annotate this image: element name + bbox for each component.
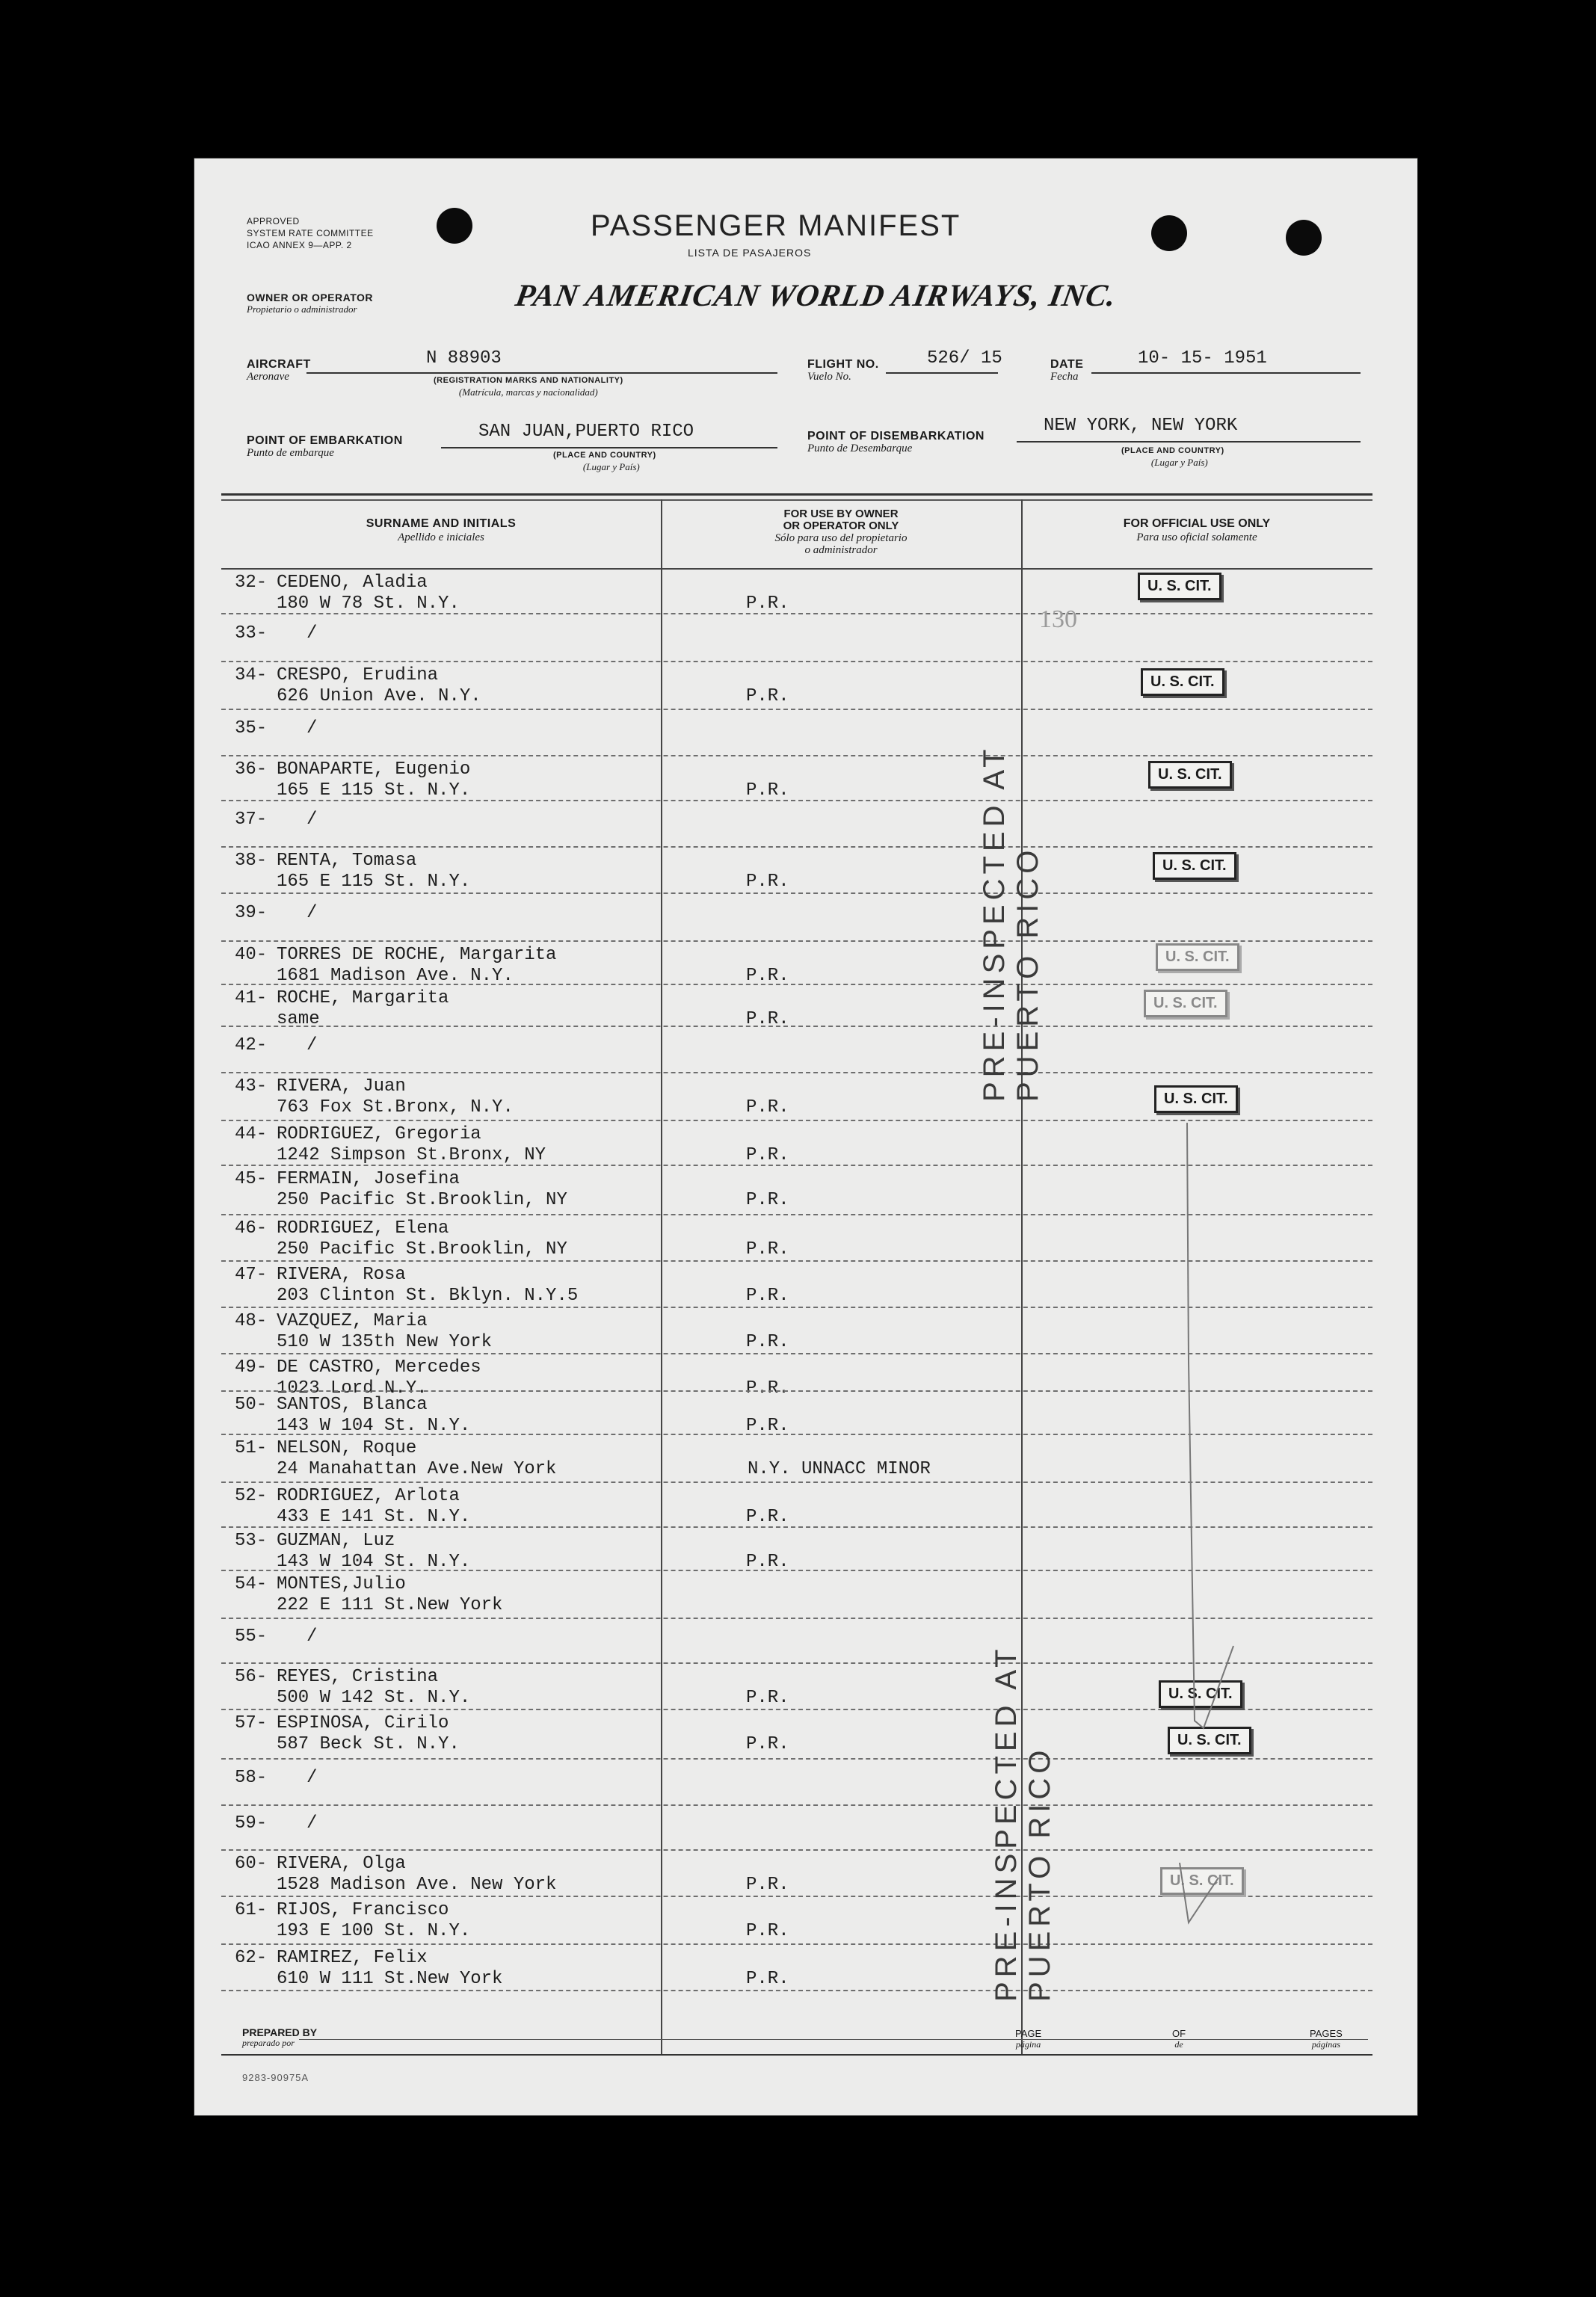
operator-note: P.R. xyxy=(746,1734,789,1754)
operator-note: P.R. xyxy=(746,1552,789,1572)
passenger-address: same xyxy=(277,1009,320,1029)
passenger-name: / xyxy=(306,1813,318,1834)
passenger-address: 1023 Lord N.Y. xyxy=(277,1378,428,1399)
passenger-name: / xyxy=(306,810,318,830)
entry-number: 50- xyxy=(235,1395,268,1415)
passenger-name: RENTA, Tomasa xyxy=(277,851,417,871)
operator-note: P.R. xyxy=(746,1969,789,1989)
passenger-name: / xyxy=(306,1627,318,1647)
preinspected-stamp-1: PRE-INSPECTED AT PUERTO RICO xyxy=(978,745,1044,1102)
passenger-address: 250 Pacific St.Brooklin, NY xyxy=(277,1190,567,1210)
passenger-address: 222 E 111 St.New York xyxy=(277,1595,503,1615)
owner-value: PAN AMERICAN WORLD AIRWAYS, INC. xyxy=(512,279,1120,313)
passenger-name: CEDENO, Aladia xyxy=(277,573,428,593)
disembark-sub-2: (Lugar y País) xyxy=(1150,457,1208,468)
aircraft-label: AIRCRAFT xyxy=(247,358,311,371)
owner-label: OWNER OR OPERATOR xyxy=(247,292,373,303)
passenger-name: / xyxy=(306,623,318,644)
passenger-name: RIVERA, Olga xyxy=(277,1854,406,1874)
row-divider xyxy=(221,1026,1372,1027)
passenger-name: REYES, Cristina xyxy=(277,1667,439,1687)
operator-note: P.R. xyxy=(746,1239,789,1260)
row-divider xyxy=(221,1943,1372,1945)
approval-line-3: ICAO ANNEX 9—APP. 2 xyxy=(247,240,352,250)
passenger-name: / xyxy=(306,1035,318,1055)
aircraft-label-es: Aeronave xyxy=(247,371,289,383)
embark-label-es: Punto de embarque xyxy=(247,447,334,459)
operator-note: P.R. xyxy=(746,1416,789,1436)
passenger-name: FERMAIN, Josefina xyxy=(277,1169,460,1189)
entry-number: 48- xyxy=(235,1311,268,1331)
operator-note: P.R. xyxy=(746,966,789,986)
punch-hole-right-1 xyxy=(1151,215,1187,251)
operator-note: N.Y. UNNACC MINOR xyxy=(748,1459,931,1479)
row-divider xyxy=(221,613,1372,614)
prepared-by-label: PREPARED BY xyxy=(242,2026,318,2038)
passenger-address: 587 Beck St. N.Y. xyxy=(277,1734,460,1754)
operator-note: P.R. xyxy=(746,1507,789,1527)
entry-number: 42- xyxy=(235,1035,268,1055)
passenger-address: 510 W 135th New York xyxy=(277,1332,493,1352)
operator-note: P.R. xyxy=(746,1688,789,1708)
passenger-name: DE CASTRO, Mercedes xyxy=(277,1357,481,1378)
manifest-title-es: LISTA DE PASAJEROS xyxy=(688,247,812,259)
us-cit-stamp-56: U. S. CIT. xyxy=(1159,1680,1242,1708)
column-header-owner-1: FOR USE BY OWNER xyxy=(783,508,899,520)
entry-number: 36- xyxy=(235,759,268,780)
entry-number: 41- xyxy=(235,988,268,1008)
passenger-name: ROCHE, Margarita xyxy=(277,988,449,1008)
pages-label: PAGES xyxy=(1310,2028,1343,2039)
embark-label: POINT OF EMBARKATION xyxy=(247,434,403,447)
passenger-name: NELSON, Roque xyxy=(277,1438,417,1458)
passenger-name: RIVERA, Juan xyxy=(277,1076,406,1097)
operator-note: P.R. xyxy=(746,872,789,892)
passenger-name: CRESPO, Erudina xyxy=(277,665,439,685)
us-cit-stamp-38: U. S. CIT. xyxy=(1153,852,1236,880)
embark-sub-2: (Lugar y País) xyxy=(582,461,640,472)
passenger-name: RODRIGUEZ, Elena xyxy=(277,1218,449,1239)
us-cit-stamp-60: U. S. CIT. xyxy=(1160,1867,1244,1895)
passenger-address: 180 W 78 St. N.Y. xyxy=(277,593,460,614)
page-label-es: página xyxy=(1015,2039,1041,2050)
column-header-surname: SURNAME AND INITIALS xyxy=(366,517,517,530)
operator-note: P.R. xyxy=(746,1190,789,1210)
prepared-by-label-es: preparado por xyxy=(242,2038,295,2048)
disembark-label-es: Punto de Desembarque xyxy=(807,443,913,454)
pages-label-es: páginas xyxy=(1311,2039,1340,2050)
owner-label-es: Propietario o administrador xyxy=(247,303,357,315)
operator-note: P.R. xyxy=(746,1921,789,1941)
entry-number: 49- xyxy=(235,1357,268,1378)
entry-number: 62- xyxy=(235,1948,268,1968)
passenger-name: RODRIGUEZ, Arlota xyxy=(277,1486,460,1506)
entry-number: 60- xyxy=(235,1854,268,1874)
flight-value: 526/ 15 xyxy=(927,348,1002,369)
aircraft-sub-1: (REGISTRATION MARKS AND NATIONALITY) xyxy=(434,376,623,385)
us-cit-stamp-32: U. S. CIT. xyxy=(1138,573,1221,600)
row-divider xyxy=(221,940,1372,942)
passenger-name: / xyxy=(306,903,318,923)
disembark-sub-1: (PLACE AND COUNTRY) xyxy=(1121,446,1224,455)
punch-hole-right-2 xyxy=(1286,220,1322,256)
entry-number: 40- xyxy=(235,945,268,965)
passenger-address: 1528 Madison Ave. New York xyxy=(277,1875,557,1895)
operator-note: P.R. xyxy=(746,1145,789,1165)
passenger-name: GUZMAN, Luz xyxy=(277,1531,395,1551)
operator-note: P.R. xyxy=(746,593,789,614)
row-divider xyxy=(221,800,1372,801)
column-header-owner-2: OR OPERATOR ONLY xyxy=(783,519,899,532)
passenger-name: / xyxy=(306,718,318,739)
entry-number: 46- xyxy=(235,1218,268,1239)
passenger-address: 165 E 115 St. N.Y. xyxy=(277,872,471,892)
operator-note: P.R. xyxy=(746,1332,789,1352)
passenger-address: 165 E 115 St. N.Y. xyxy=(277,780,471,801)
passenger-address: 1242 Simpson St.Bronx, NY xyxy=(277,1145,546,1165)
passenger-address: 763 Fox St.Bronx, N.Y. xyxy=(277,1097,514,1117)
passenger-address: 24 Manahattan Ave.New York xyxy=(277,1459,557,1479)
entry-number: 59- xyxy=(235,1813,268,1834)
date-label: DATE xyxy=(1050,358,1084,371)
operator-note: P.R. xyxy=(746,1009,789,1029)
operator-note: P.R. xyxy=(746,1286,789,1306)
passenger-address: 500 W 142 St. N.Y. xyxy=(277,1688,471,1708)
of-label-es: de xyxy=(1174,2039,1183,2050)
preinspected-stamp-2: PRE-INSPECTED AT PUERTO RICO xyxy=(990,1645,1056,2002)
entry-number: 44- xyxy=(235,1124,268,1144)
column-header-official-es: Para uso oficial solamente xyxy=(1136,531,1257,543)
entry-number: 47- xyxy=(235,1265,268,1285)
flight-label-es: Vuelo No. xyxy=(807,371,851,383)
manifest-page xyxy=(194,158,1417,2115)
entry-number: 56- xyxy=(235,1667,268,1687)
entry-number: 38- xyxy=(235,851,268,871)
entry-number: 39- xyxy=(235,903,268,923)
column-header-owner-es-1: Sólo para uso del propietario xyxy=(774,532,908,544)
punch-hole-left xyxy=(437,208,472,244)
passenger-name: BONAPARTE, Eugenio xyxy=(277,759,471,780)
column-header-owner-es-2: o administrador xyxy=(804,544,878,556)
entry-number: 52- xyxy=(235,1486,268,1506)
passenger-address: 610 W 111 St.New York xyxy=(277,1969,503,1989)
passenger-name: RODRIGUEZ, Gregoria xyxy=(277,1124,481,1144)
us-cit-stamp-40: U. S. CIT. xyxy=(1156,943,1239,971)
us-cit-stamp-43: U. S. CIT. xyxy=(1154,1085,1238,1113)
passenger-address: 626 Union Ave. N.Y. xyxy=(277,686,481,706)
entry-number: 45- xyxy=(235,1169,268,1189)
passenger-name: RIVERA, Rosa xyxy=(277,1265,406,1285)
entry-number: 53- xyxy=(235,1531,268,1551)
column-header-official: FOR OFFICIAL USE ONLY xyxy=(1123,517,1271,530)
aircraft-sub-2: (Matrícula, marcas y nacionalidad) xyxy=(458,386,598,398)
us-cit-stamp-34: U. S. CIT. xyxy=(1141,668,1224,696)
flight-label: FLIGHT NO. xyxy=(807,358,879,371)
row-divider xyxy=(221,1072,1372,1073)
approval-line-1: APPROVED xyxy=(247,216,300,226)
page-label: PAGE xyxy=(1015,2028,1042,2039)
passenger-address: 1681 Madison Ave. N.Y. xyxy=(277,966,514,986)
passenger-address: 433 E 141 St. N.Y. xyxy=(277,1507,471,1527)
manifest-title: PASSENGER MANIFEST xyxy=(591,209,961,242)
embark-sub-1: (PLACE AND COUNTRY) xyxy=(553,451,656,460)
disembark-value: NEW YORK, NEW YORK xyxy=(1044,416,1238,436)
passenger-name: MONTES,Julio xyxy=(277,1574,406,1594)
entry-number: 55- xyxy=(235,1627,268,1647)
passenger-address: 143 W 104 St. N.Y. xyxy=(277,1552,471,1572)
of-label: OF xyxy=(1172,2028,1186,2039)
approval-line-2: SYSTEM RATE COMMITTEE xyxy=(247,228,374,238)
passenger-address: 203 Clinton St. Bklyn. N.Y.5 xyxy=(277,1286,579,1306)
entry-number: 32- xyxy=(235,573,268,593)
entry-number: 57- xyxy=(235,1713,268,1733)
passenger-address: 250 Pacific St.Brooklin, NY xyxy=(277,1239,567,1260)
row-divider xyxy=(221,846,1372,848)
passenger-name: / xyxy=(306,1768,318,1788)
operator-note: P.R. xyxy=(746,1378,789,1399)
row-divider xyxy=(221,984,1372,985)
passenger-name: RAMIREZ, Felix xyxy=(277,1948,428,1968)
row-divider xyxy=(221,1990,1372,1991)
passenger-address: 143 W 104 St. N.Y. xyxy=(277,1416,471,1436)
passenger-name: RIJOS, Francisco xyxy=(277,1900,449,1920)
us-cit-stamp-57: U. S. CIT. xyxy=(1168,1727,1251,1754)
entry-number: 58- xyxy=(235,1768,268,1788)
passenger-name: ESPINOSA, Cirilo xyxy=(277,1713,449,1733)
passenger-name: VAZQUEZ, Maria xyxy=(277,1311,428,1331)
row-divider xyxy=(221,892,1372,894)
date-value: 10- 15- 1951 xyxy=(1138,348,1267,369)
disembark-label: POINT OF DISEMBARKATION xyxy=(807,430,985,443)
entry-number: 54- xyxy=(235,1574,268,1594)
entry-number: 61- xyxy=(235,1900,268,1920)
passenger-name: SANTOS, Blanca xyxy=(277,1395,428,1415)
embark-value: SAN JUAN,PUERTO RICO xyxy=(478,422,694,442)
us-cit-stamp-41: U. S. CIT. xyxy=(1144,990,1227,1017)
aircraft-value: N 88903 xyxy=(426,348,502,369)
approval-block xyxy=(247,215,374,251)
column-header-surname-es: Apellido e iniciales xyxy=(398,531,484,543)
form-code: 9283-90975A xyxy=(242,2072,309,2083)
operator-note: P.R. xyxy=(746,1097,789,1117)
entry-number: 43- xyxy=(235,1076,268,1097)
entry-number: 51- xyxy=(235,1438,268,1458)
pencil-check-marks xyxy=(1076,1108,1316,1930)
passenger-address: 193 E 100 St. N.Y. xyxy=(277,1921,471,1941)
row-divider xyxy=(221,661,1372,662)
entry-number: 33- xyxy=(235,623,268,644)
row-divider xyxy=(221,755,1372,756)
entry-number: 34- xyxy=(235,665,268,685)
operator-note: P.R. xyxy=(746,780,789,801)
operator-note: P.R. xyxy=(746,1875,789,1895)
entry-number: 35- xyxy=(235,718,268,739)
date-label-es: Fecha xyxy=(1050,371,1079,383)
operator-note: P.R. xyxy=(746,686,789,706)
pencil-note: 130 xyxy=(1039,605,1077,633)
us-cit-stamp-36: U. S. CIT. xyxy=(1148,761,1232,789)
row-divider xyxy=(221,709,1372,710)
passenger-name: TORRES DE ROCHE, Margarita xyxy=(277,945,557,965)
entry-number: 37- xyxy=(235,810,268,830)
